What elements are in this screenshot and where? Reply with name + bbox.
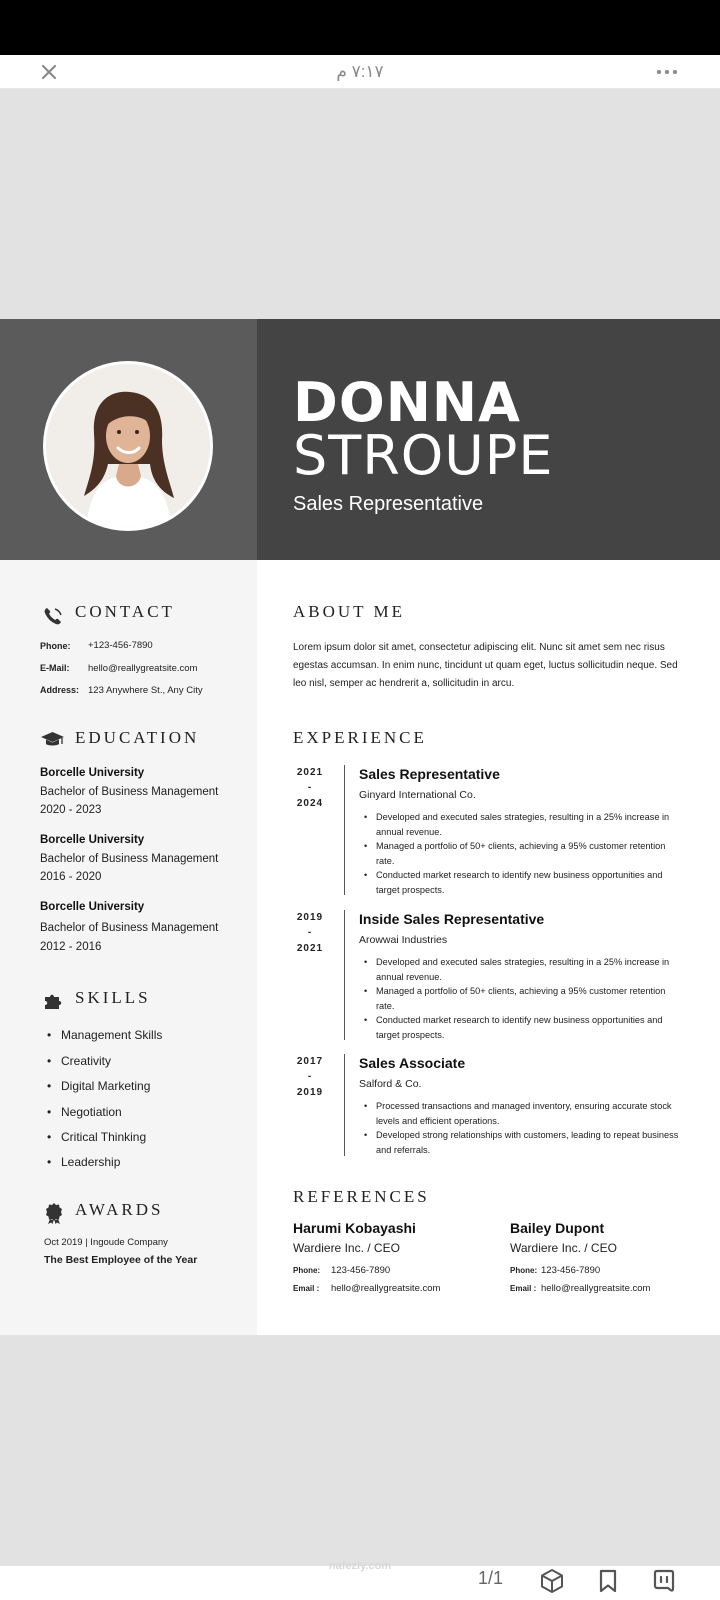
status-bar (0, 0, 720, 55)
cube-icon[interactable] (539, 1568, 565, 1594)
puzzle-icon (42, 990, 64, 1012)
ref-2-phone-label: Phone: (510, 1266, 538, 1275)
experience-title: EXPERIENCE (293, 728, 427, 747)
edu-degree-2: Bachelor of Business Management (40, 853, 219, 865)
ref-1-email-label: Email : (293, 1284, 320, 1293)
ref-1-phone-label: Phone: (293, 1266, 321, 1275)
skill-label: Digital Marketing (61, 1079, 151, 1093)
edu-degree-3: Bachelor of Business Management (40, 922, 219, 934)
award-icon (43, 1202, 65, 1224)
graduation-cap-icon (40, 729, 65, 751)
ref-2-email: hello@reallygreatsite.com (541, 1283, 651, 1294)
comment-icon[interactable] (651, 1568, 677, 1594)
phone-icon (42, 605, 64, 627)
skill-label: Leadership (61, 1155, 121, 1169)
exp-3-bullets (359, 1099, 684, 1157)
exp-1-year-sep: - (307, 782, 313, 793)
edu-years-3: 2012 - 2016 (40, 941, 102, 953)
edu-school-1: Borcelle University (40, 767, 145, 779)
ref-2-role: Wardiere Inc. / CEO (510, 1241, 617, 1255)
edu-years-2: 2016 - 2020 (40, 871, 102, 883)
list-item: • Developed and executed sales strategies, resulting in a 25% increase in annual revenue. (359, 955, 684, 984)
resume-document (0, 319, 720, 1335)
exp-2-role: Inside Sales Representative (359, 911, 545, 927)
references-title: REFERENCES (293, 1187, 430, 1206)
ref-2-name: Bailey Dupont (510, 1220, 605, 1236)
first-name: DONNA (293, 371, 521, 434)
exp-1-start-year: 2021 (296, 767, 324, 778)
exp-2-start-year: 2019 (296, 912, 324, 923)
exp-1-role: Sales Representative (359, 766, 500, 782)
exp-1-bullets (359, 810, 684, 897)
exp-2-end-year: 2021 (296, 943, 324, 954)
edu-school-2: Borcelle University (40, 834, 145, 846)
exp-3-role: Sales Associate (359, 1055, 466, 1071)
about-title: ABOUT ME (293, 602, 405, 621)
more-dot (673, 70, 677, 74)
job-title: Sales Representative (293, 493, 484, 515)
more-dots-icon (657, 70, 661, 74)
more-dot (665, 70, 669, 74)
skill-label: Management Skills (61, 1028, 163, 1042)
skill-item (47, 1130, 146, 1144)
skill-item (47, 1054, 111, 1068)
edu-degree-1: Bachelor of Business Management (40, 786, 219, 798)
ref-1-email: hello@reallygreatsite.com (331, 1283, 441, 1294)
list-item: • Conducted market research to identify new business opportunities and target prospects. (359, 1013, 684, 1042)
skills-title: SKILLS (75, 988, 151, 1007)
more-options-button[interactable] (654, 61, 680, 83)
ref-2-phone: 123-456-7890 (541, 1265, 601, 1276)
exp-3-company: Salford & Co. (359, 1078, 422, 1090)
exp-2-bullets (359, 955, 684, 1042)
contact-phone-label: Phone: (40, 641, 71, 651)
ref-1-name: Harumi Kobayashi (293, 1220, 416, 1236)
skill-label: Creativity (61, 1054, 112, 1068)
education-title: EDUCATION (75, 728, 200, 747)
exp-3-timeline (344, 1054, 345, 1156)
skill-item (47, 1079, 150, 1093)
contact-email-value: hello@reallygreatsite.com (88, 663, 198, 674)
exp-1-end-year: 2024 (296, 798, 324, 809)
contact-title: CONTACT (75, 602, 175, 621)
exp-2-year-sep: - (307, 927, 313, 938)
list-item: • Developed and executed sales strategies, resulting in a 25% increase in annual revenue. (359, 810, 684, 839)
profile-photo-illustration (46, 364, 210, 528)
list-item: • Processed transactions and managed inventory, ensuring accurate stock levels and efficient operations. (359, 1099, 684, 1128)
exp-3-end-year: 2019 (296, 1087, 324, 1098)
exp-2-timeline (344, 910, 345, 1040)
list-item: • Managed a portfolio of 50+ clients, achieving a 95% customer retention rate. (359, 984, 684, 1013)
profile-photo (43, 361, 213, 531)
list-item: • Managed a portfolio of 50+ clients, achieving a 95% customer retention rate. (359, 839, 684, 868)
list-item: • Conducted market research to identify new business opportunities and target prospects. (359, 868, 684, 897)
bookmark-icon[interactable] (595, 1568, 621, 1594)
edu-years-1: 2020 - 2023 (40, 804, 102, 816)
contact-email-label: E-Mail: (40, 663, 70, 673)
skill-label: Critical Thinking (61, 1130, 147, 1144)
exp-1-company: Ginyard International Co. (359, 789, 476, 801)
exp-3-start-year: 2017 (296, 1056, 324, 1067)
ref-1-phone: 123-456-7890 (331, 1265, 391, 1276)
ref-2-email-label: Email : (510, 1284, 537, 1293)
exp-1-timeline (344, 765, 345, 895)
contact-phone-value: +123-456-7890 (88, 640, 153, 651)
skill-item (47, 1155, 120, 1169)
watermark: nafezly.com (328, 1560, 392, 1572)
skill-item (47, 1028, 162, 1042)
about-text: Lorem ipsum dolor sit amet, consectetur adipiscing elit. Nunc sit amet sem nec risus egestas accumsan. In enim nunc, tincidunt ut quam eget, luctus sollicitudin neque. Sed leo nisl, semper ac hendrerit a, sollicitudin in arcu. (293, 642, 678, 689)
exp-2-company: Arowwai Industries (359, 934, 448, 946)
contact-address-label: Address: (40, 685, 80, 695)
exp-3-year-sep: - (307, 1071, 313, 1082)
skill-label: Negotiation (61, 1105, 122, 1119)
award-name: The Best Employee of the Year (44, 1254, 198, 1266)
ref-1-role: Wardiere Inc. / CEO (293, 1241, 400, 1255)
list-item: • Developed strong relationships with customers, leading to repeat business and referrals. (359, 1128, 684, 1157)
viewer-top-bar (0, 55, 720, 89)
edu-school-3: Borcelle University (40, 901, 145, 913)
award-date: Oct 2019 | Ingoude Company (44, 1237, 168, 1248)
contact-address-value: 123 Anywhere St., Any City (88, 685, 203, 696)
page-indicator: 1/1 (478, 1568, 504, 1588)
awards-title: AWARDS (75, 1200, 164, 1219)
skill-item (47, 1105, 122, 1119)
top-bar-time: ٧:١٧ م (336, 62, 384, 81)
last-name: STROUPE (293, 424, 554, 487)
